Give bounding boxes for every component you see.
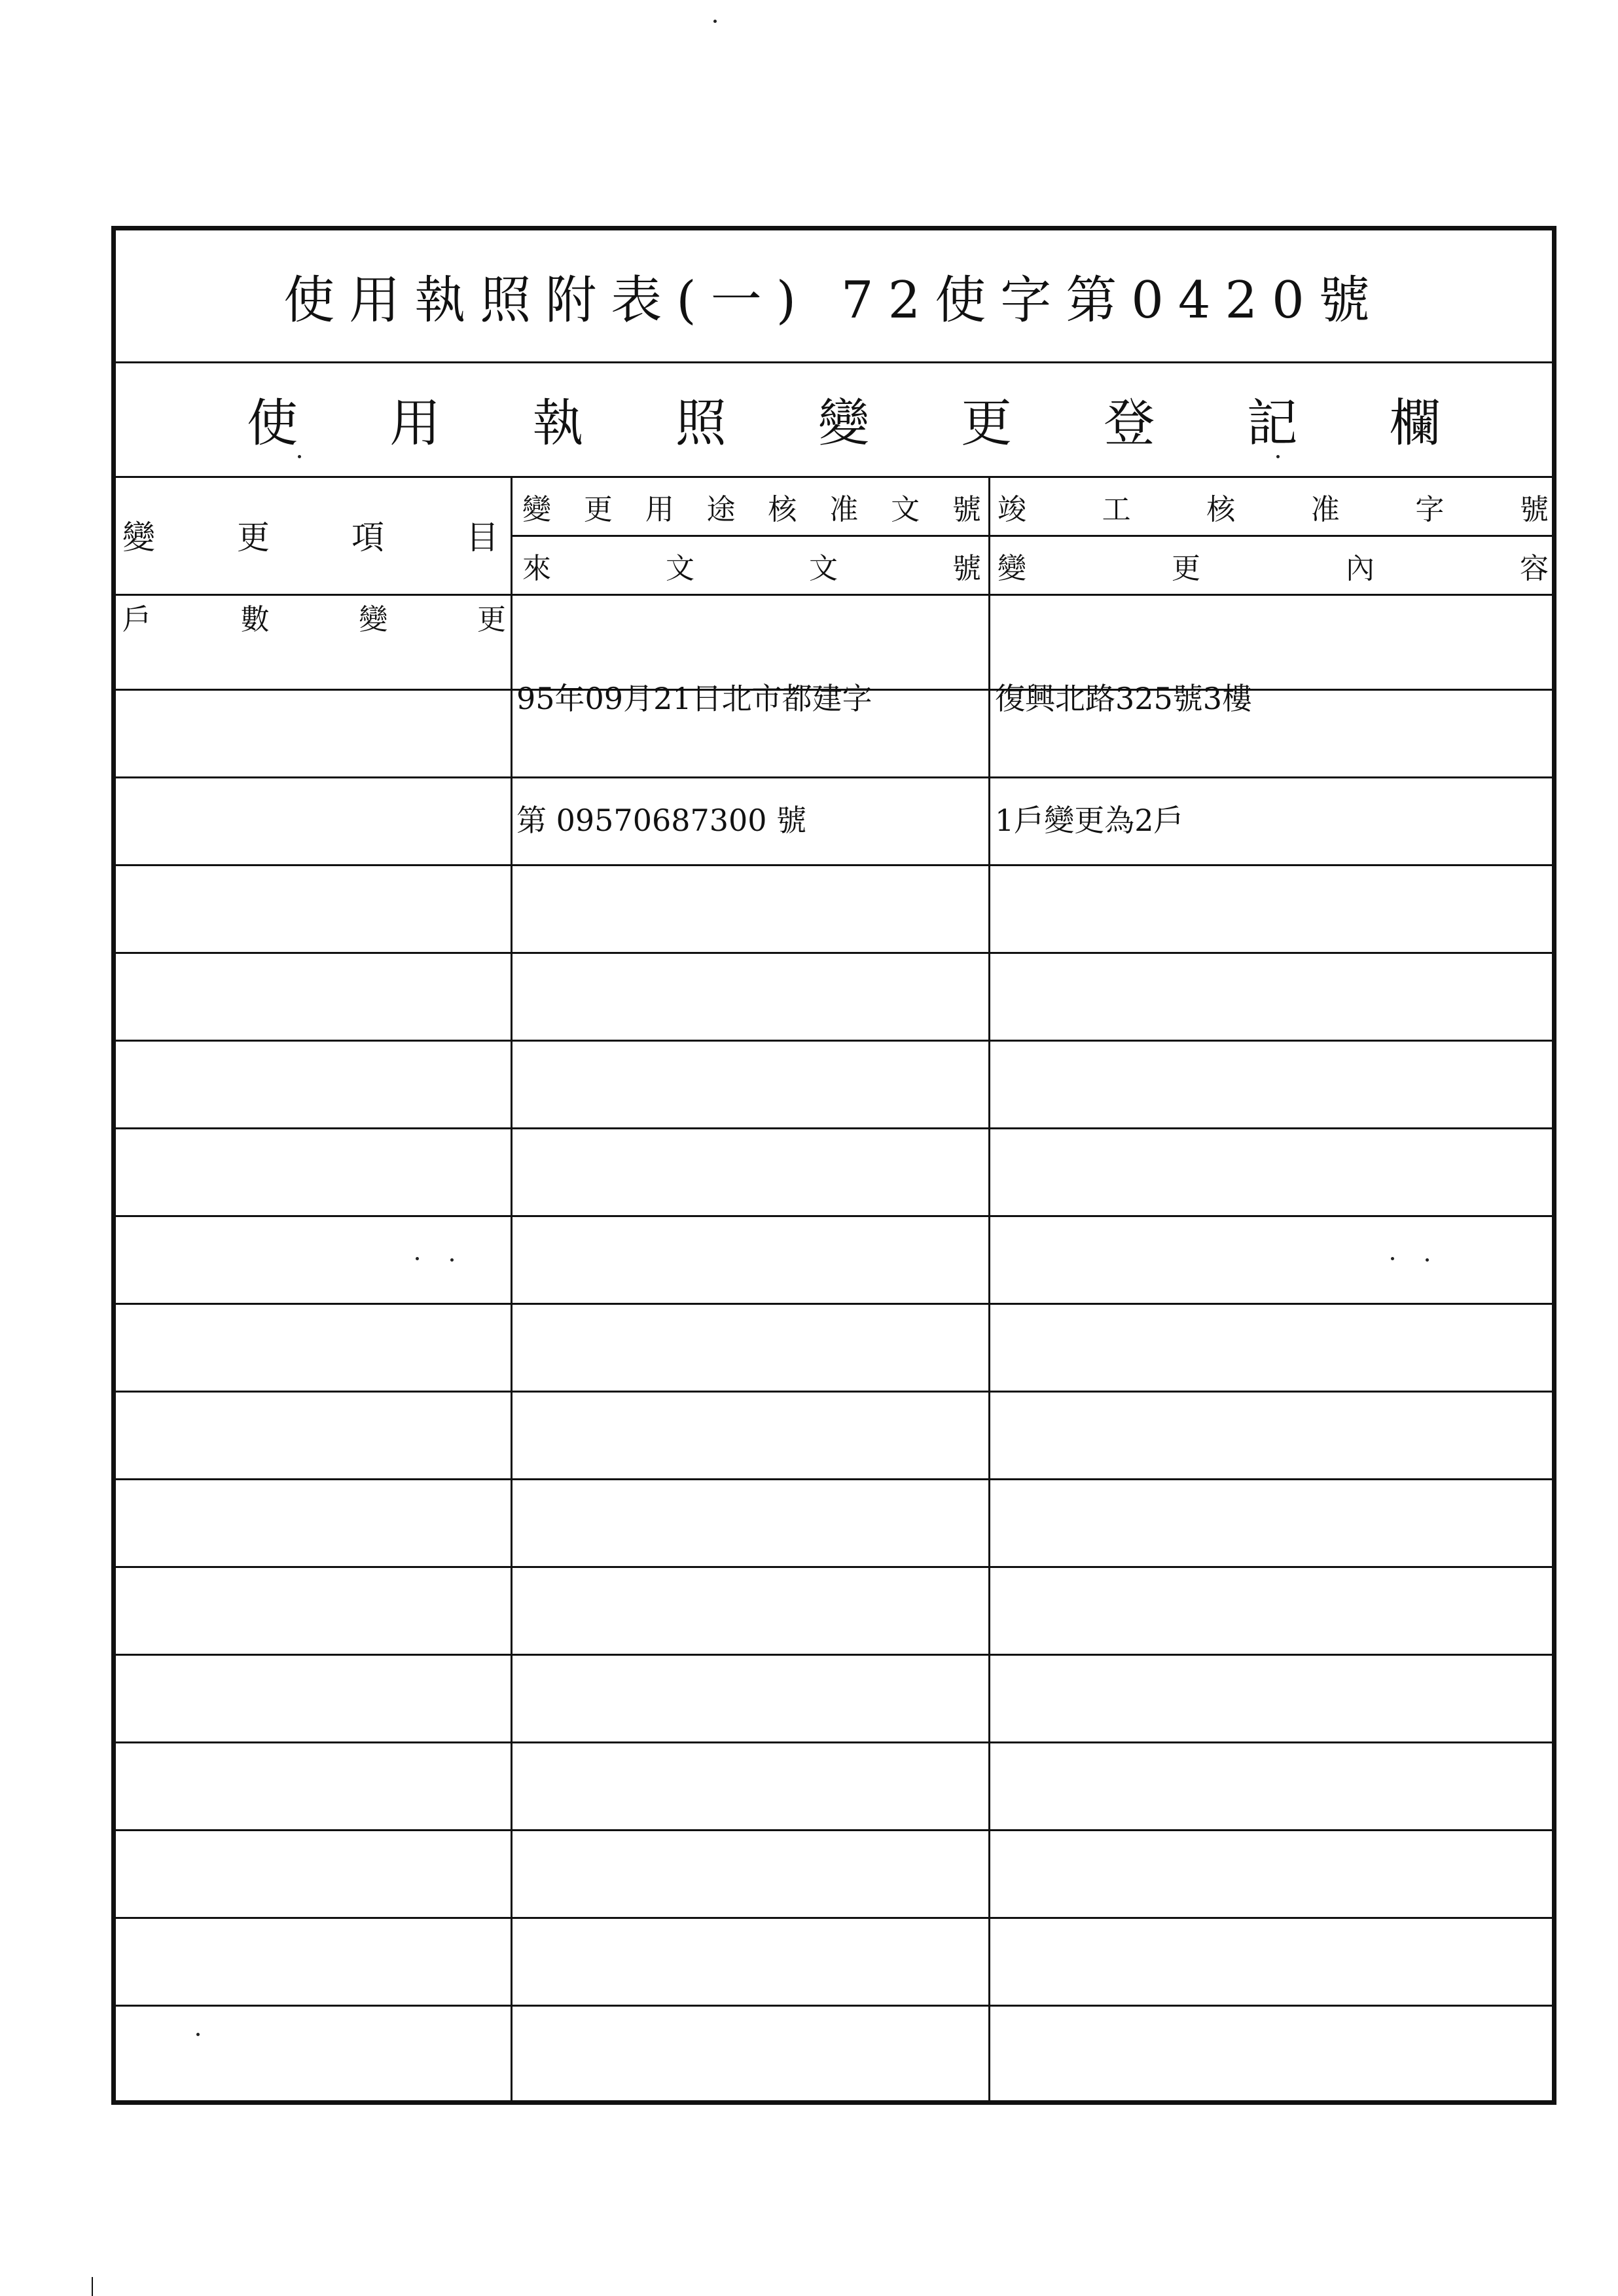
usage-permit-form <box>111 226 1556 2105</box>
table-row-divider <box>116 1303 1552 1305</box>
scan-speck <box>298 455 301 458</box>
form-subtitle <box>247 361 1441 476</box>
table-row-divider <box>116 1391 1552 1393</box>
table-row-doc-no: 95年09月21日北市都建字 第 09570687300 號 <box>516 681 872 838</box>
table-row-divider <box>116 1829 1552 1831</box>
table-row-content: 復興北路325號3樓 1戶變更為2戶 <box>995 681 1253 838</box>
header-change-item: 變 更 項 目 <box>122 519 499 556</box>
divider <box>116 594 1552 596</box>
header-approval-doc-no: 變 更 用 途 核 准 文 號 <box>522 492 981 526</box>
scan-speck <box>1426 1258 1429 1262</box>
table-row-divider <box>116 1654 1552 1656</box>
header-incoming-doc-no: 來 文 文 號 <box>522 551 981 585</box>
subtitle-char: 登 <box>1104 393 1155 453</box>
subtitle-char: 執 <box>532 393 584 453</box>
scan-speck <box>416 1257 419 1260</box>
header-change-content: 變 更 內 容 <box>998 551 1549 585</box>
subtitle-char: 用 <box>389 393 441 453</box>
table-row-divider <box>116 864 1552 866</box>
scan-speck <box>1391 1257 1394 1260</box>
scan-speck <box>1276 455 1280 458</box>
subtitle-char: 變 <box>818 393 869 453</box>
scan-mark <box>92 2277 93 2296</box>
table-row-divider <box>116 1917 1552 1919</box>
form-title: 使用執照附表(一) 72使字第0420號 <box>283 271 1384 330</box>
scan-speck <box>196 2033 200 2036</box>
subtitle-char: 使 <box>247 393 298 453</box>
table-row-divider <box>116 1566 1552 1568</box>
form-title-row <box>116 230 1552 361</box>
table-row-divider <box>116 1478 1552 1480</box>
column-divider <box>511 476 512 2100</box>
table-row-divider <box>116 1127 1552 1129</box>
table-row-item: 戶 數 變 更 <box>122 603 506 636</box>
table-row-divider <box>116 1040 1552 1042</box>
table-row-divider <box>116 689 1552 691</box>
subtitle-char: 記 <box>1246 393 1298 453</box>
table-row-divider <box>116 776 1552 778</box>
subtitle-char: 欄 <box>1389 393 1441 453</box>
scan-speck <box>450 1258 454 1262</box>
scan-speck <box>713 20 717 23</box>
column-divider <box>988 476 990 2100</box>
header-completion-no: 竣 工 核 准 字 號 <box>998 492 1549 526</box>
table-row-divider <box>116 2005 1552 2007</box>
subtitle-char: 更 <box>961 393 1013 453</box>
subtitle-char: 照 <box>675 393 727 453</box>
table-row-divider <box>116 1215 1552 1217</box>
table-row-divider <box>116 1741 1552 1743</box>
table-row-divider <box>116 952 1552 954</box>
